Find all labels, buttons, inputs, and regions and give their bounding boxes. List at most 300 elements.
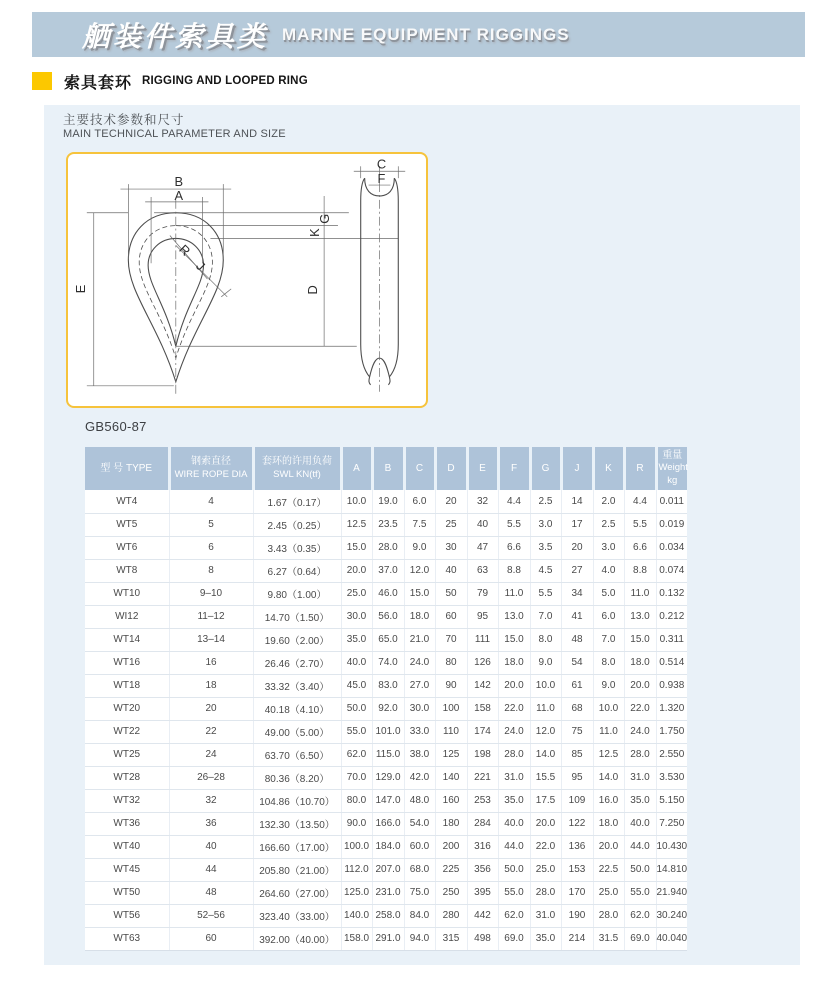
table-cell-wire-rope-dia: 36 (169, 812, 253, 835)
table-cell-a: 10.0 (341, 490, 372, 513)
table-cell-c: 84.0 (404, 904, 435, 927)
table-cell-swl: 14.70（1.50） (253, 605, 341, 628)
table-cell-wire-rope-dia: 48 (169, 881, 253, 904)
table-cell-f: 28.0 (498, 743, 530, 766)
table-cell-g: 25.0 (530, 858, 561, 881)
table-cell-f: 20.0 (498, 674, 530, 697)
table-cell-b: 166.0 (372, 812, 404, 835)
table-cell-b: 37.0 (372, 559, 404, 582)
table-row (85, 743, 773, 766)
table-cell-type: WT20 (85, 697, 169, 720)
table-row (85, 674, 773, 697)
table-cell-type: WT50 (85, 881, 169, 904)
table-row (85, 513, 773, 536)
page-banner (32, 12, 805, 57)
table-cell-c: 48.0 (404, 789, 435, 812)
table-cell-g: 17.5 (530, 789, 561, 812)
column-header-c: C (404, 447, 435, 490)
table-cell-type: WI12 (85, 605, 169, 628)
table-cell-e: 174 (467, 720, 498, 743)
table-cell-c: 33.0 (404, 720, 435, 743)
table-cell-weight: 14.810 (656, 858, 687, 881)
table-cell-f: 22.0 (498, 697, 530, 720)
table-cell-type: WT36 (85, 812, 169, 835)
table-cell-f: 5.5 (498, 513, 530, 536)
table-cell-k: 12.5 (593, 743, 624, 766)
table-cell-d: 30 (435, 536, 467, 559)
table-cell-b: 184.0 (372, 835, 404, 858)
table-cell-d: 140 (435, 766, 467, 789)
dim-label-a: A (174, 187, 184, 203)
table-cell-b: 19.0 (372, 490, 404, 513)
table-cell-e: 40 (467, 513, 498, 536)
table-cell-a: 80.0 (341, 789, 372, 812)
table-cell-k: 18.0 (593, 812, 624, 835)
table-cell-k: 4.0 (593, 559, 624, 582)
thimble-dimension-diagram (71, 156, 423, 404)
table-cell-a: 100.0 (341, 835, 372, 858)
table-cell-weight: 0.938 (656, 674, 687, 697)
table-cell-b: 207.0 (372, 858, 404, 881)
table-cell-c: 54.0 (404, 812, 435, 835)
table-cell-c: 60.0 (404, 835, 435, 858)
table-cell-a: 140.0 (341, 904, 372, 927)
table-cell-c: 18.0 (404, 605, 435, 628)
table-cell-e: 316 (467, 835, 498, 858)
table-cell-j: 153 (561, 858, 593, 881)
table-cell-b: 28.0 (372, 536, 404, 559)
table-row (85, 881, 773, 904)
table-cell-r: 15.0 (624, 628, 656, 651)
table-row (85, 651, 773, 674)
table-cell-swl: 264.60（27.00） (253, 881, 341, 904)
table-cell-g: 31.0 (530, 904, 561, 927)
table-cell-a: 25.0 (341, 582, 372, 605)
table-cell-c: 68.0 (404, 858, 435, 881)
table-cell-swl: 19.60（2.00） (253, 628, 341, 651)
table-cell-type: WT16 (85, 651, 169, 674)
table-cell-weight: 30.240 (656, 904, 687, 927)
table-cell-r: 28.0 (624, 743, 656, 766)
table-cell-e: 111 (467, 628, 498, 651)
table-cell-k: 16.0 (593, 789, 624, 812)
table-cell-c: 38.0 (404, 743, 435, 766)
table-cell-r: 18.0 (624, 651, 656, 674)
table-cell-type: WT40 (85, 835, 169, 858)
table-cell-g: 5.5 (530, 582, 561, 605)
table-cell-d: 20 (435, 490, 467, 513)
table-cell-e: 395 (467, 881, 498, 904)
table-cell-b: 46.0 (372, 582, 404, 605)
table-cell-e: 253 (467, 789, 498, 812)
yellow-bullet-icon (32, 72, 52, 90)
table-cell-a: 50.0 (341, 697, 372, 720)
table-cell-b: 101.0 (372, 720, 404, 743)
dim-label-j: J (193, 258, 209, 274)
table-cell-a: 20.0 (341, 559, 372, 582)
table-cell-g: 12.0 (530, 720, 561, 743)
table-cell-b: 56.0 (372, 605, 404, 628)
table-cell-k: 5.0 (593, 582, 624, 605)
table-cell-k: 8.0 (593, 651, 624, 674)
table-cell-j: 68 (561, 697, 593, 720)
table-cell-type: WT4 (85, 490, 169, 513)
table-cell-c: 6.0 (404, 490, 435, 513)
column-header-b: B (372, 447, 404, 490)
table-cell-type: WT56 (85, 904, 169, 927)
table-cell-swl: 26.46（2.70） (253, 651, 341, 674)
table-cell-a: 158.0 (341, 927, 372, 950)
table-cell-d: 80 (435, 651, 467, 674)
table-cell-weight: 0.212 (656, 605, 687, 628)
table-row (85, 904, 773, 927)
table-cell-f: 55.0 (498, 881, 530, 904)
table-cell-f: 8.8 (498, 559, 530, 582)
table-cell-f: 18.0 (498, 651, 530, 674)
table-cell-g: 11.0 (530, 697, 561, 720)
table-cell-swl: 49.00（5.00） (253, 720, 341, 743)
table-cell-g: 4.5 (530, 559, 561, 582)
table-cell-b: 23.5 (372, 513, 404, 536)
table-cell-c: 21.0 (404, 628, 435, 651)
table-cell-wire-rope-dia: 16 (169, 651, 253, 674)
table-cell-e: 63 (467, 559, 498, 582)
table-cell-d: 315 (435, 927, 467, 950)
table-cell-wire-rope-dia: 22 (169, 720, 253, 743)
table-cell-b: 291.0 (372, 927, 404, 950)
table-cell-b: 129.0 (372, 766, 404, 789)
table-cell-j: 54 (561, 651, 593, 674)
table-cell-k: 20.0 (593, 835, 624, 858)
table-cell-b: 115.0 (372, 743, 404, 766)
table-cell-f: 15.0 (498, 628, 530, 651)
table-cell-k: 22.5 (593, 858, 624, 881)
dim-label-c: C (376, 156, 387, 172)
table-cell-c: 42.0 (404, 766, 435, 789)
table-cell-k: 10.0 (593, 697, 624, 720)
dim-label-f: F (377, 171, 386, 187)
table-row (85, 582, 773, 605)
table-cell-c: 7.5 (404, 513, 435, 536)
table-cell-j: 41 (561, 605, 593, 628)
table-cell-weight: 0.514 (656, 651, 687, 674)
table-cell-wire-rope-dia: 32 (169, 789, 253, 812)
table-cell-d: 280 (435, 904, 467, 927)
dim-label-r: R (176, 241, 194, 259)
table-cell-e: 198 (467, 743, 498, 766)
table-cell-swl: 3.43（0.35） (253, 536, 341, 559)
dim-label-k: K (307, 228, 323, 237)
table-cell-g: 10.0 (530, 674, 561, 697)
table-cell-c: 24.0 (404, 651, 435, 674)
table-cell-wire-rope-dia: 6 (169, 536, 253, 559)
table-cell-j: 61 (561, 674, 593, 697)
column-header-a: A (341, 447, 372, 490)
table-cell-c: 15.0 (404, 582, 435, 605)
table-cell-j: 109 (561, 789, 593, 812)
table-cell-j: 20 (561, 536, 593, 559)
column-header-g: G (530, 447, 561, 490)
table-cell-f: 4.4 (498, 490, 530, 513)
params-heading-english: MAIN TECHNICAL PARAMETER AND SIZE (63, 128, 286, 140)
table-cell-wire-rope-dia: 8 (169, 559, 253, 582)
table-cell-j: 14 (561, 490, 593, 513)
table-cell-type: WT18 (85, 674, 169, 697)
table-row (85, 628, 773, 651)
table-cell-swl: 40.18（4.10） (253, 697, 341, 720)
table-cell-weight: 0.011 (656, 490, 687, 513)
table-cell-type: WT14 (85, 628, 169, 651)
table-cell-a: 12.5 (341, 513, 372, 536)
column-header-r: R (624, 447, 656, 490)
table-cell-wire-rope-dia: 5 (169, 513, 253, 536)
table-cell-r: 31.0 (624, 766, 656, 789)
table-cell-g: 14.0 (530, 743, 561, 766)
table-cell-j: 17 (561, 513, 593, 536)
table-cell-swl: 33.32（3.40） (253, 674, 341, 697)
table-cell-r: 8.8 (624, 559, 656, 582)
table-cell-e: 442 (467, 904, 498, 927)
table-row (85, 927, 773, 950)
table-cell-wire-rope-dia: 18 (169, 674, 253, 697)
table-cell-g: 3.5 (530, 536, 561, 559)
table-cell-j: 214 (561, 927, 593, 950)
table-cell-f: 24.0 (498, 720, 530, 743)
table-cell-d: 125 (435, 743, 467, 766)
table-cell-e: 142 (467, 674, 498, 697)
table-cell-wire-rope-dia: 26–28 (169, 766, 253, 789)
table-cell-e: 356 (467, 858, 498, 881)
table-cell-k: 31.5 (593, 927, 624, 950)
table-row (85, 490, 773, 513)
table-cell-a: 112.0 (341, 858, 372, 881)
table-cell-wire-rope-dia: 9–10 (169, 582, 253, 605)
table-cell-r: 24.0 (624, 720, 656, 743)
table-cell-weight: 1.750 (656, 720, 687, 743)
table-cell-r: 13.0 (624, 605, 656, 628)
table-cell-g: 3.0 (530, 513, 561, 536)
table-cell-weight: 10.430 (656, 835, 687, 858)
table-cell-weight: 0.074 (656, 559, 687, 582)
table-cell-a: 125.0 (341, 881, 372, 904)
table-cell-f: 31.0 (498, 766, 530, 789)
table-cell-b: 74.0 (372, 651, 404, 674)
table-cell-d: 40 (435, 559, 467, 582)
table-cell-b: 92.0 (372, 697, 404, 720)
table-cell-k: 11.0 (593, 720, 624, 743)
table-cell-d: 25 (435, 513, 467, 536)
table-cell-swl: 1.67（0.17） (253, 490, 341, 513)
table-cell-k: 9.0 (593, 674, 624, 697)
table-cell-d: 90 (435, 674, 467, 697)
table-cell-e: 79 (467, 582, 498, 605)
table-cell-swl: 392.00（40.00） (253, 927, 341, 950)
table-row (85, 812, 773, 835)
table-row (85, 536, 773, 559)
table-cell-wire-rope-dia: 20 (169, 697, 253, 720)
table-row (85, 766, 773, 789)
table-cell-j: 122 (561, 812, 593, 835)
table-cell-weight: 3.530 (656, 766, 687, 789)
column-header-j: J (561, 447, 593, 490)
column-header-weight: 重量 Weight kg (656, 447, 687, 490)
table-cell-type: WT32 (85, 789, 169, 812)
table-cell-f: 35.0 (498, 789, 530, 812)
table-cell-j: 170 (561, 881, 593, 904)
table-cell-wire-rope-dia: 52–56 (169, 904, 253, 927)
table-cell-g: 22.0 (530, 835, 561, 858)
table-cell-g: 15.5 (530, 766, 561, 789)
dim-label-b: B (174, 174, 184, 190)
table-cell-e: 284 (467, 812, 498, 835)
table-cell-r: 55.0 (624, 881, 656, 904)
table-cell-d: 50 (435, 582, 467, 605)
table-cell-c: 30.0 (404, 697, 435, 720)
section-heading (32, 70, 308, 92)
table-cell-b: 65.0 (372, 628, 404, 651)
table-cell-type: WT63 (85, 927, 169, 950)
table-cell-type: WT10 (85, 582, 169, 605)
table-cell-g: 35.0 (530, 927, 561, 950)
table-cell-weight: 0.132 (656, 582, 687, 605)
technical-drawing-box (66, 152, 428, 408)
table-row (85, 720, 773, 743)
table-cell-r: 44.0 (624, 835, 656, 858)
table-cell-swl: 6.27（0.64） (253, 559, 341, 582)
table-cell-f: 11.0 (498, 582, 530, 605)
table-cell-e: 498 (467, 927, 498, 950)
table-cell-swl: 166.60（17.00） (253, 835, 341, 858)
table-cell-wire-rope-dia: 44 (169, 858, 253, 881)
section-title-english: RIGGING AND LOOPED RING (142, 75, 308, 87)
column-header-d: D (435, 447, 467, 490)
table-cell-j: 95 (561, 766, 593, 789)
table-cell-d: 100 (435, 697, 467, 720)
table-cell-e: 32 (467, 490, 498, 513)
table-cell-a: 70.0 (341, 766, 372, 789)
table-cell-f: 40.0 (498, 812, 530, 835)
column-header-type: 型 号 TYPE (85, 447, 169, 490)
table-cell-r: 50.0 (624, 858, 656, 881)
table-cell-swl: 63.70（6.50） (253, 743, 341, 766)
table-cell-swl: 132.30（13.50） (253, 812, 341, 835)
dim-label-e: E (72, 284, 88, 294)
table-cell-k: 2.5 (593, 513, 624, 536)
table-cell-b: 147.0 (372, 789, 404, 812)
table-row (85, 605, 773, 628)
table-cell-a: 45.0 (341, 674, 372, 697)
table-cell-c: 94.0 (404, 927, 435, 950)
table-cell-weight: 21.940 (656, 881, 687, 904)
table-cell-weight: 2.550 (656, 743, 687, 766)
table-cell-type: WT28 (85, 766, 169, 789)
table-cell-j: 75 (561, 720, 593, 743)
table-cell-type: WT45 (85, 858, 169, 881)
table-cell-r: 22.0 (624, 697, 656, 720)
table-cell-weight: 5.150 (656, 789, 687, 812)
column-header-swl: 套环的许用负荷 SWL KN(tf) (253, 447, 341, 490)
table-cell-weight: 1.320 (656, 697, 687, 720)
table-cell-f: 62.0 (498, 904, 530, 927)
table-cell-wire-rope-dia: 60 (169, 927, 253, 950)
table-cell-k: 25.0 (593, 881, 624, 904)
table-cell-r: 20.0 (624, 674, 656, 697)
table-cell-wire-rope-dia: 24 (169, 743, 253, 766)
table-cell-f: 69.0 (498, 927, 530, 950)
table-cell-b: 258.0 (372, 904, 404, 927)
table-cell-r: 69.0 (624, 927, 656, 950)
table-cell-swl: 80.36（8.20） (253, 766, 341, 789)
table-cell-j: 34 (561, 582, 593, 605)
table-cell-a: 90.0 (341, 812, 372, 835)
table-cell-weight: 0.034 (656, 536, 687, 559)
column-header-e: E (467, 447, 498, 490)
table-row (85, 697, 773, 720)
table-row (85, 559, 773, 582)
table-cell-k: 6.0 (593, 605, 624, 628)
table-cell-swl: 323.40（33.00） (253, 904, 341, 927)
table-cell-b: 83.0 (372, 674, 404, 697)
table-cell-weight: 40.040 (656, 927, 687, 950)
table-cell-a: 15.0 (341, 536, 372, 559)
table-cell-wire-rope-dia: 13–14 (169, 628, 253, 651)
table-cell-type: WT22 (85, 720, 169, 743)
dim-label-g: G (317, 213, 333, 224)
table-cell-r: 11.0 (624, 582, 656, 605)
table-header (85, 447, 773, 490)
table-cell-k: 28.0 (593, 904, 624, 927)
section-title-chinese: 索具套环 (64, 74, 133, 92)
column-header-k: K (593, 447, 624, 490)
table-cell-d: 60 (435, 605, 467, 628)
table-cell-weight: 7.250 (656, 812, 687, 835)
table-cell-k: 7.0 (593, 628, 624, 651)
table-cell-wire-rope-dia: 11–12 (169, 605, 253, 628)
table-cell-a: 55.0 (341, 720, 372, 743)
table-cell-d: 180 (435, 812, 467, 835)
table-cell-k: 3.0 (593, 536, 624, 559)
table-cell-type: WT6 (85, 536, 169, 559)
table-cell-e: 95 (467, 605, 498, 628)
table-cell-f: 44.0 (498, 835, 530, 858)
table-cell-k: 2.0 (593, 490, 624, 513)
column-header-wire-rope-dia: 钢索直径 WIRE ROPE DIA (169, 447, 253, 490)
table-cell-d: 160 (435, 789, 467, 812)
specification-table (85, 447, 773, 951)
standard-code: GB560-87 (85, 419, 147, 434)
banner-title-english: MARINE EQUIPMENT RIGGINGS (282, 24, 570, 44)
table-cell-g: 7.0 (530, 605, 561, 628)
table-cell-g: 20.0 (530, 812, 561, 835)
table-cell-c: 75.0 (404, 881, 435, 904)
table-cell-swl: 205.80（21.00） (253, 858, 341, 881)
table-cell-d: 110 (435, 720, 467, 743)
table-cell-r: 5.5 (624, 513, 656, 536)
table-cell-c: 27.0 (404, 674, 435, 697)
table-cell-g: 9.0 (530, 651, 561, 674)
table-cell-j: 136 (561, 835, 593, 858)
table-cell-g: 28.0 (530, 881, 561, 904)
table-cell-j: 27 (561, 559, 593, 582)
table-cell-b: 231.0 (372, 881, 404, 904)
table-cell-j: 190 (561, 904, 593, 927)
table-cell-f: 6.6 (498, 536, 530, 559)
table-cell-c: 12.0 (404, 559, 435, 582)
table-cell-e: 158 (467, 697, 498, 720)
table-row (85, 789, 773, 812)
table-cell-d: 70 (435, 628, 467, 651)
table-cell-weight: 0.019 (656, 513, 687, 536)
